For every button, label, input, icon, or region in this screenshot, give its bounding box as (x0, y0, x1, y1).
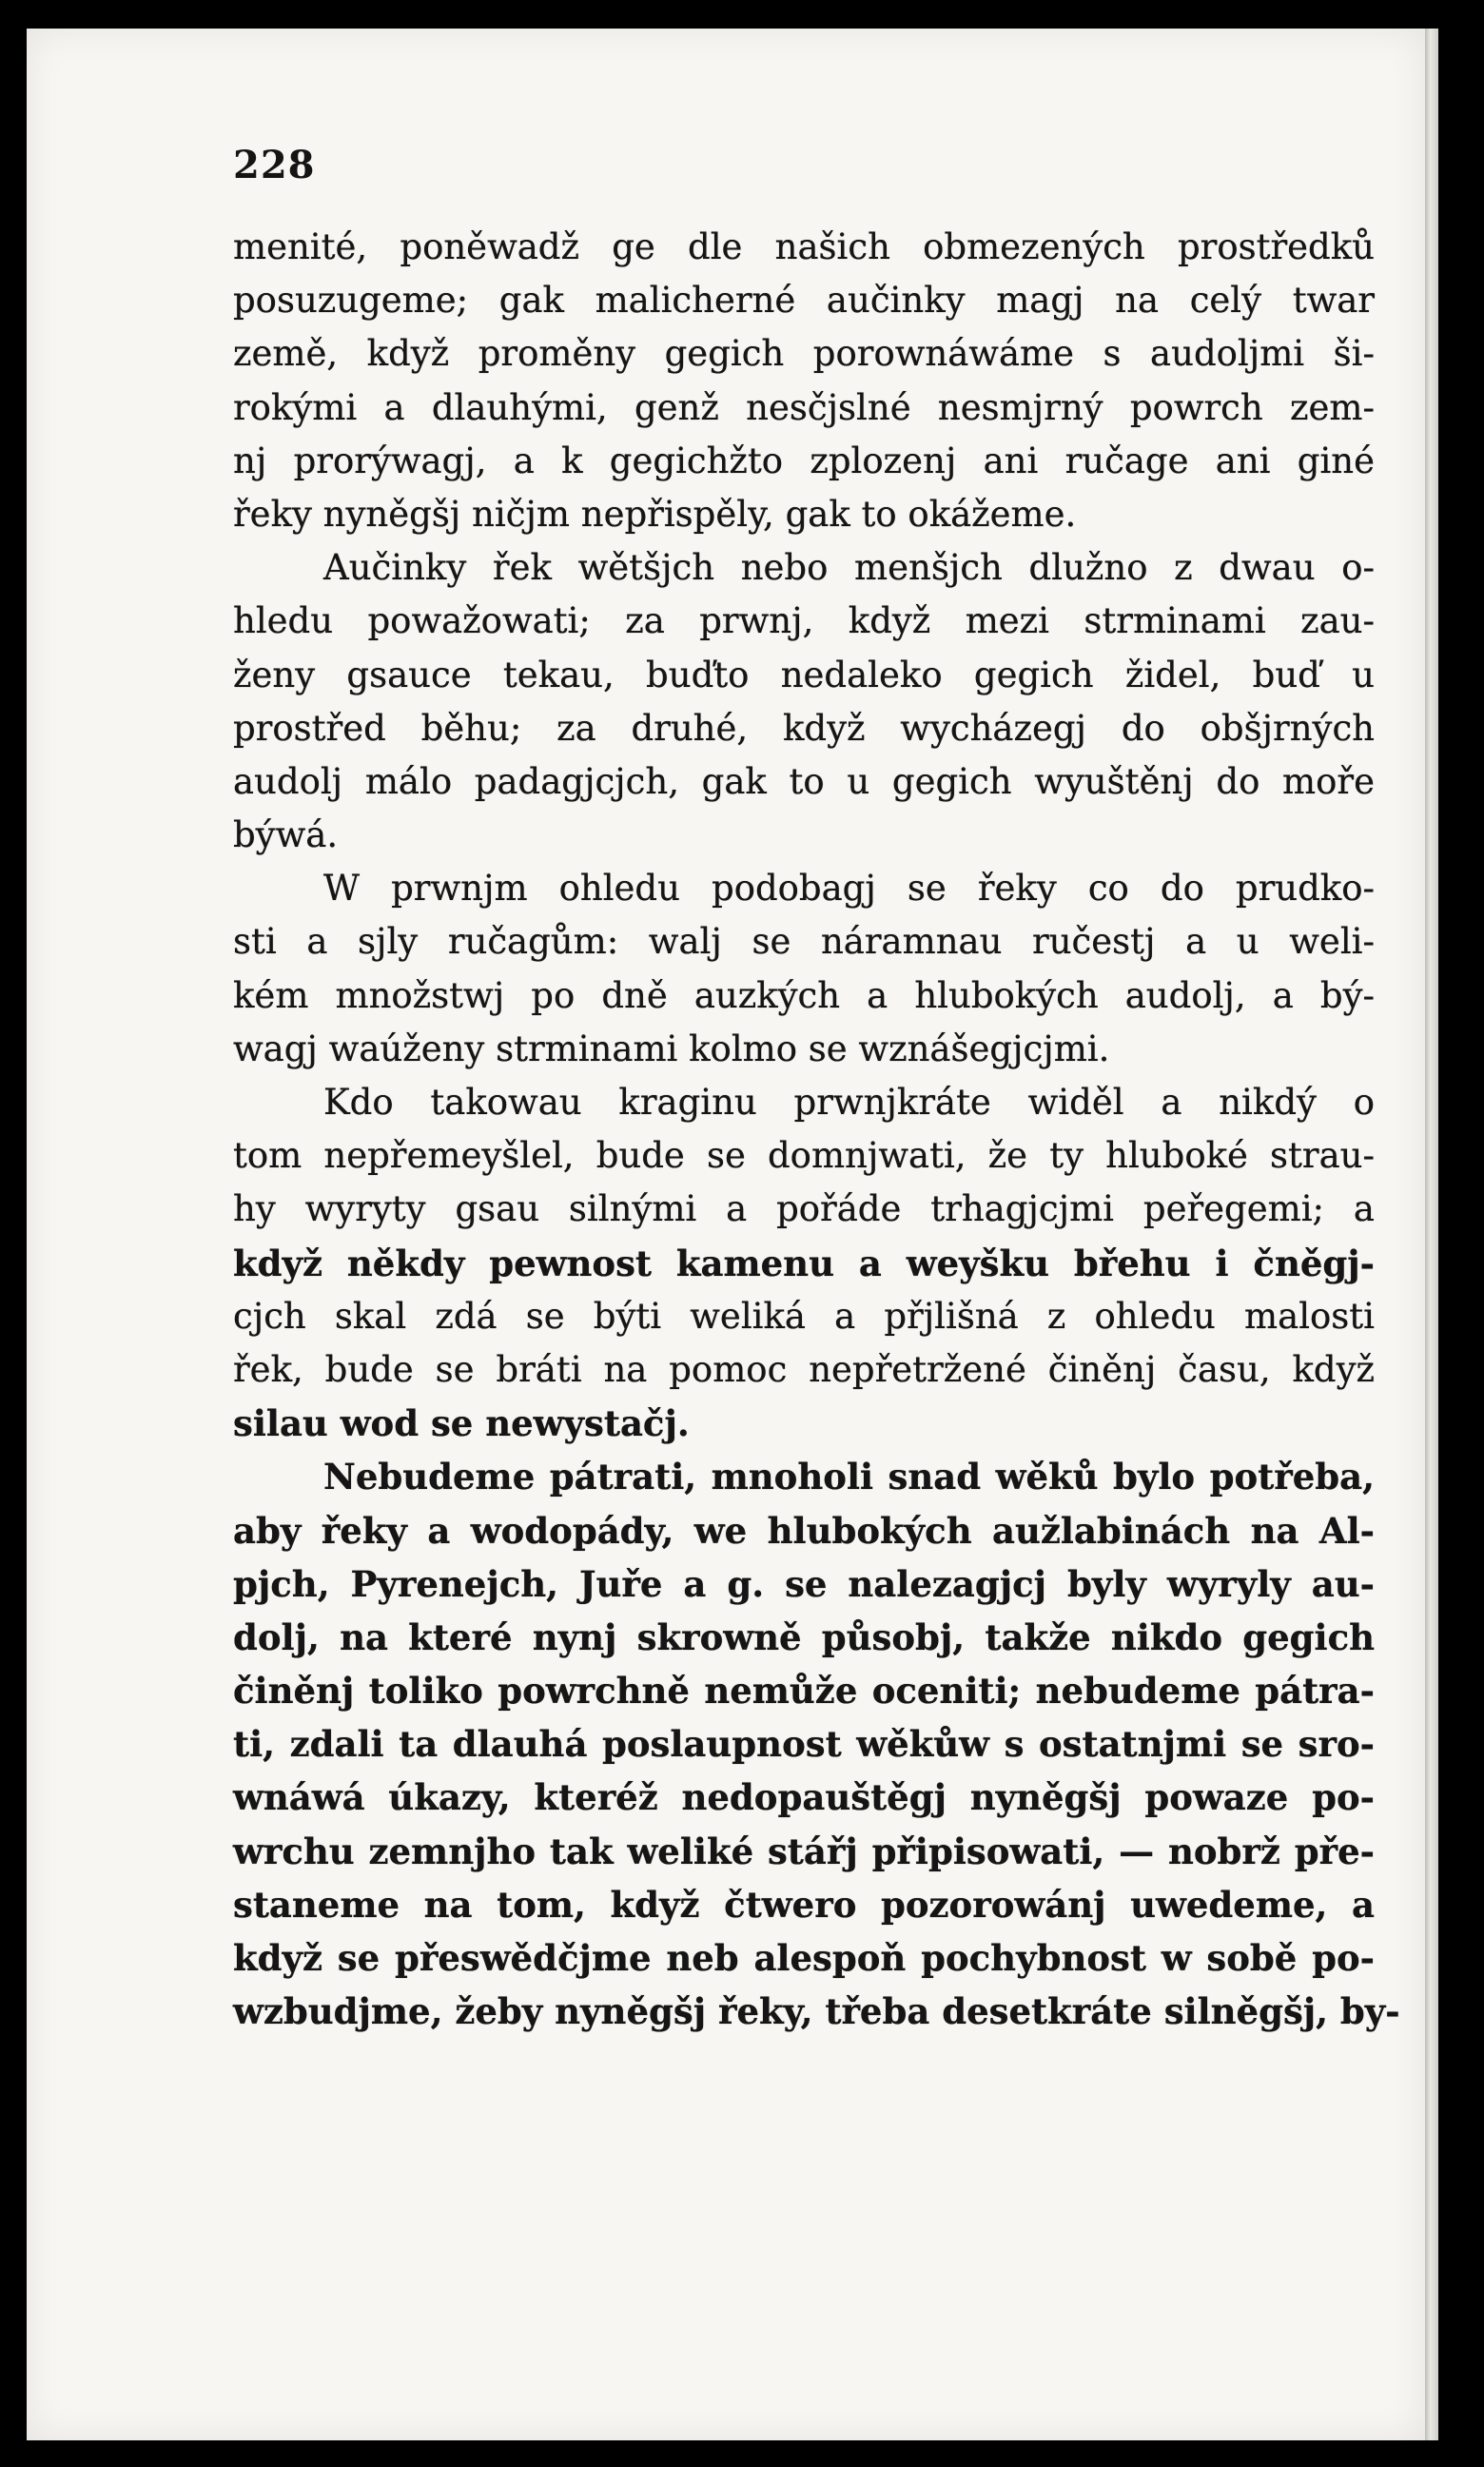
text-line: staneme na tom, když čtwero pozorowánj uwedeme, a (233, 1883, 1375, 1926)
text-line: řeky nyněgšj ničjm nepřispěly, gak to okážeme. (233, 493, 1077, 535)
text-line: dolj, na které nynj skrowně působj, takže nikdo gegich (233, 1615, 1375, 1658)
text-line: wrchu zemnjho tak weliké stářj připisowati, — nobrž pře- (233, 1830, 1375, 1872)
text-line: rokými a dlauhými, genž nesčjslné nesmjrný powrch zem- (233, 386, 1375, 428)
text-line: když někdy pewnost kamenu a weyšku břehu i čněgj- (233, 1242, 1375, 1284)
text-line: ženy gsauce tekau, buďto nedaleko gegich židel, buď u (233, 654, 1375, 695)
text-line: Kdo takowau kraginu prwnjkráte widěl a nikdý o (323, 1082, 1375, 1123)
text-body (233, 221, 1400, 2038)
text-line: nj prorýwagj, a k gegichžto zplozenj ani ručage ani giné (233, 440, 1375, 481)
text-line: hy wyryty gsau silnými a pořáde trhagjcjmi peřegemi; a (233, 1188, 1375, 1230)
text-line: Nebudeme pátrati, mnoholi snad wěků bylo potřeba, (323, 1456, 1375, 1498)
text-line: silau wod se newystačj. (233, 1402, 690, 1445)
text-line: wnáwá úkazy, kteréž nedopauštěgj nyněgšj powaze po- (233, 1776, 1375, 1819)
text-line: řek, bude se bráti na pomoc nepřetržené činěnj času, když (233, 1348, 1375, 1390)
text-line: wzbudjme, žeby nyněgšj řeky, třeba desetkráte silněgšj, by- (233, 1990, 1400, 2033)
text-line: hledu powažowati; za prwnj, když mezi strminami zau- (233, 600, 1375, 642)
text-line: aby řeky a wodopády, we hlubokých aužlabinách na Al- (233, 1509, 1375, 1552)
text-line: když se přeswědčjme neb alespoň pochybnost w sobě po- (233, 1937, 1375, 1979)
text-line: země, když proměny gegich porownáwáme s audoljmi ši- (233, 333, 1375, 375)
text-line: posuzugeme; gak malicherné aučinky magj na celý twar (233, 280, 1375, 322)
text-line: sti a sjly ručagům: walj se náramnau ručestj a u weli- (233, 921, 1375, 963)
page-number: 228 (233, 143, 316, 187)
text-line: býwá. (233, 814, 339, 856)
text-line: menité, poněwadž ge dle našich obmezených prostředků (233, 226, 1375, 267)
text-line: cjch skal zdá se býti weliká a přjlišná z ohledu malosti (233, 1295, 1375, 1337)
text-line: kém množstwj po dně auzkých a hlubokých audolj, a bý- (233, 974, 1375, 1016)
text-line: činěnj toliko powrchně nemůže oceniti; nebudeme pátra- (233, 1670, 1375, 1713)
text-line: pjch, Pyrenejch, Juře a g. se nalezagjcj byly wyryly au- (233, 1562, 1375, 1605)
text-line: prostřed běhu; za druhé, když wycházegj do obšjrných (233, 707, 1375, 749)
text-line: audolj málo padagjcjch, gak to u gegich wyuštěnj do moře (233, 760, 1375, 802)
text-line: W prwnjm ohledu podobagj se řeky co do prudko- (323, 868, 1375, 910)
page-edge (1425, 29, 1438, 2440)
text-line: tom nepřemeyšlel, bude se domnjwati, že ty hluboké strau- (233, 1135, 1375, 1177)
text-line: wagj waúženy strminami kolmo se wznášegjcjmi. (233, 1028, 1110, 1069)
text-line: ti, zdali ta dlauhá poslaupnost wěkůw s ostatnjmi se sro- (233, 1723, 1375, 1766)
text-line: Aučinky řek wětšjch nebo menšjch dlužno z dwau o- (323, 547, 1375, 589)
